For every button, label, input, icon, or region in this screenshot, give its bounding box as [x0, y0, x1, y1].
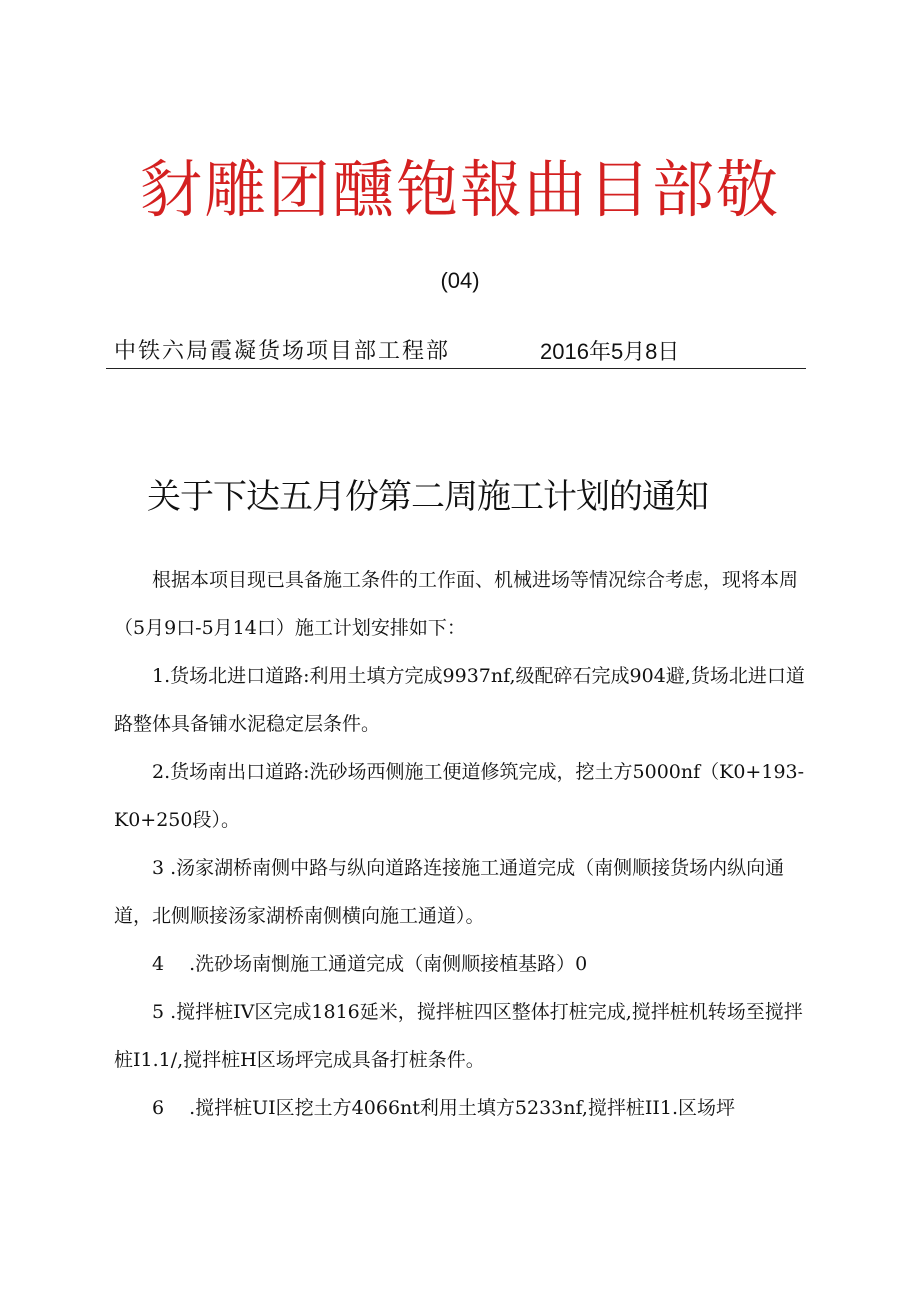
- paragraph-intro: 根据本项目现已具备施工条件的工作面、机械进场等情况综合考虑，现将本周（5月9口-5月14口）施工计划安排如下：: [114, 569, 799, 639]
- sender-department: 中铁六局霞凝货场项目部工程部: [114, 339, 451, 364]
- issue-number: (04): [440, 268, 480, 293]
- paragraph-item-5: 5 .搅拌桩IV区完成1816延米，搅拌桩四区整体打桩完成,搅拌桩机转场至搅拌桩I1.1/,搅拌桩H区场坪完成具备打桩条件。: [114, 1001, 803, 1071]
- paragraph-item-6: 6 .搅拌桩UI区挖土方4066nt利用土填方5233nf,搅拌桩II1.区场坪: [152, 1097, 736, 1119]
- paragraph-item-1: 1.货场北进口道路:利用土填方完成9937nf,级配碎石完成904避,货场北进口道路整体具备铺水泥稳定层条件。: [114, 665, 805, 735]
- document-body: [114, 556, 814, 1132]
- masthead-title: 豺雕团醺铇報曲目部敬: [139, 153, 780, 226]
- document-title: 关于下达五月份第二周施工计划的通知: [147, 477, 708, 517]
- header-line: [106, 338, 806, 369]
- paragraph-item-3: 3 .汤家湖桥南侧中路与纵向道路连接施工通道完成（南侧顺接货场内纵向通道，北侧顺接汤家湖桥南侧横向施工通道）。: [114, 857, 785, 927]
- paragraph-item-4: 4 .洗砂场南惻施工通道完成（南侧顺接植基路）0: [152, 953, 588, 975]
- issue-date: 2016年5月8日: [540, 339, 680, 364]
- paragraph-item-2: 2.货场南出口道路:洗砂场西侧施工便道修筑完成，挖土方5000nf（K0+193-K0+250段）。: [114, 761, 805, 831]
